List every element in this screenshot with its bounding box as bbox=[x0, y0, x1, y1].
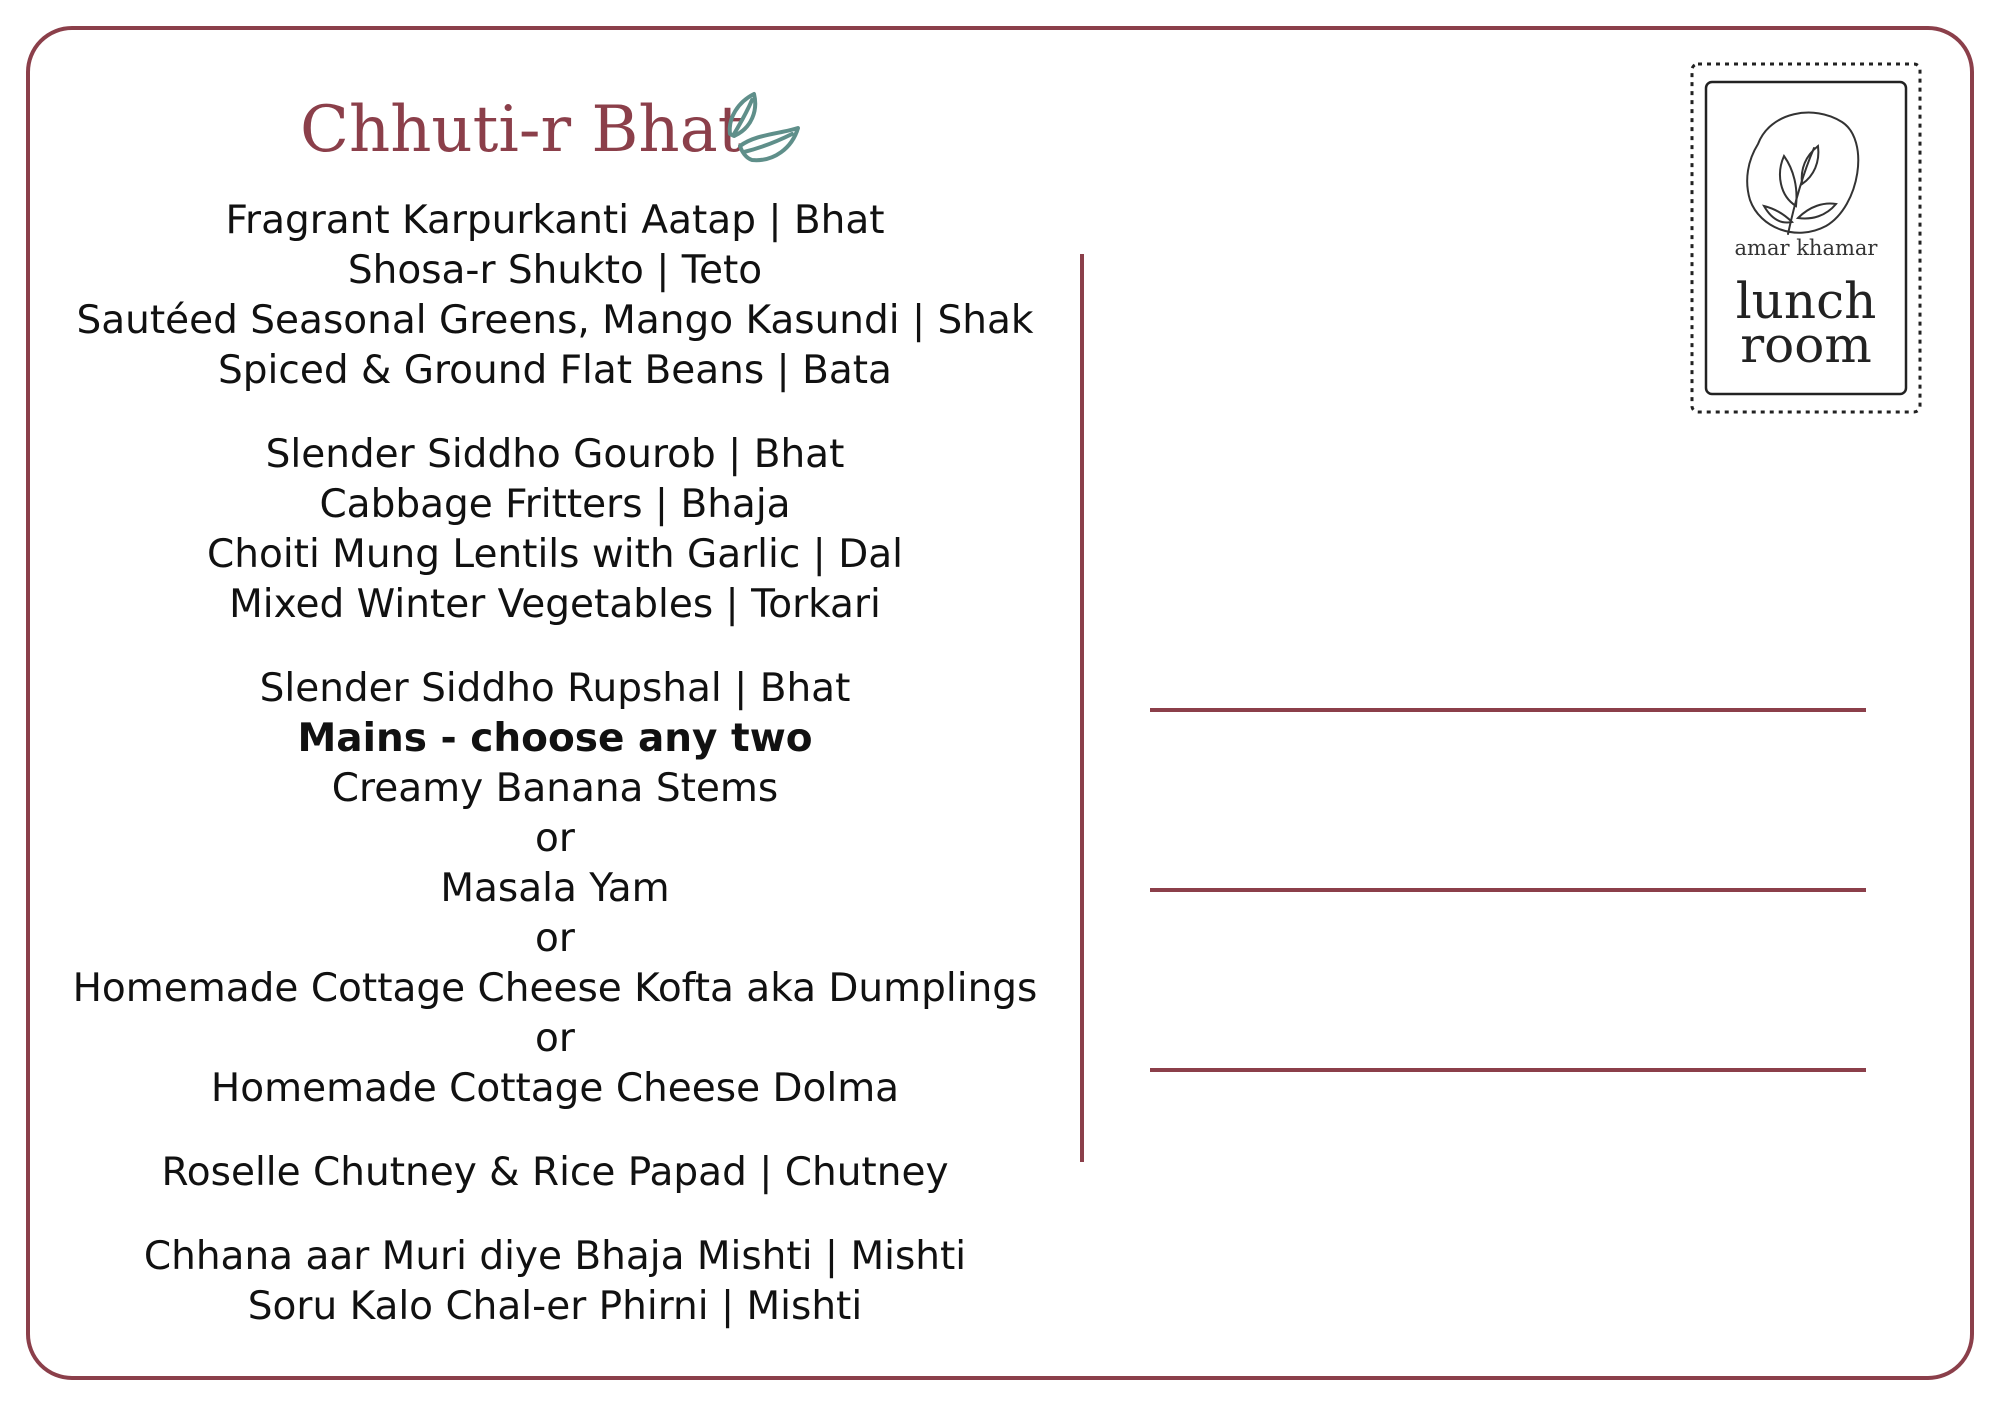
menu-course-5 bbox=[40, 1232, 1070, 1332]
menu-course-1 bbox=[40, 196, 1070, 396]
menu-item: Slender Siddho Rupshal | Bhat bbox=[259, 666, 851, 711]
menu-item: Spiced & Ground Flat Beans | Bata bbox=[218, 348, 892, 393]
mains-option: Homemade Cottage Cheese Dolma bbox=[210, 1066, 900, 1111]
menu-item: Sautéed Seasonal Greens, Mango Kasundi | Shak bbox=[76, 298, 1034, 343]
or-separator: or bbox=[535, 816, 575, 861]
menu-item: Shosa-r Shukto | Teto bbox=[347, 248, 763, 293]
menu-item: Fragrant Karpurkanti Aatap | Bhat bbox=[225, 198, 885, 243]
menu-list bbox=[40, 196, 1070, 1366]
stamp-brand: amar khamar bbox=[1734, 236, 1878, 260]
or-separator: or bbox=[535, 1016, 575, 1061]
mains-option: Masala Yam bbox=[440, 866, 670, 911]
menu-item: Slender Siddho Gourob | Bhat bbox=[265, 432, 845, 477]
address-line bbox=[1150, 1068, 1866, 1072]
menu-item: Choiti Mung Lentils with Garlic | Dal bbox=[207, 532, 903, 577]
address-line bbox=[1150, 708, 1866, 712]
or-separator: or bbox=[535, 916, 575, 961]
stamp-title-line: room bbox=[1740, 316, 1872, 374]
postcard-divider bbox=[1080, 254, 1084, 1162]
menu-item: Roselle Chutney & Rice Papad | Chutney bbox=[161, 1150, 949, 1195]
menu-course-2 bbox=[40, 430, 1070, 630]
mains-heading: Mains - choose any two bbox=[297, 716, 813, 761]
menu-item: Soru Kalo Chal-er Phirni | Mishti bbox=[247, 1284, 863, 1329]
menu-title: Chhuti-r Bhat bbox=[300, 93, 744, 167]
menu-course-3 bbox=[40, 664, 1070, 1114]
menu-item: Chhana aar Muri diye Bhaja Mishti | Mishti bbox=[143, 1234, 967, 1279]
address-line bbox=[1150, 888, 1866, 892]
mains-option: Homemade Cottage Cheese Kofta aka Dumplings bbox=[72, 966, 1038, 1011]
stamp-title-line: lunch bbox=[1735, 272, 1877, 330]
menu-item: Mixed Winter Vegetables | Torkari bbox=[229, 582, 881, 627]
menu-item: Cabbage Fritters | Bhaja bbox=[319, 482, 791, 527]
leaf-icon bbox=[722, 90, 802, 170]
menu-course-4 bbox=[40, 1148, 1070, 1198]
mains-option: Creamy Banana Stems bbox=[331, 766, 779, 811]
